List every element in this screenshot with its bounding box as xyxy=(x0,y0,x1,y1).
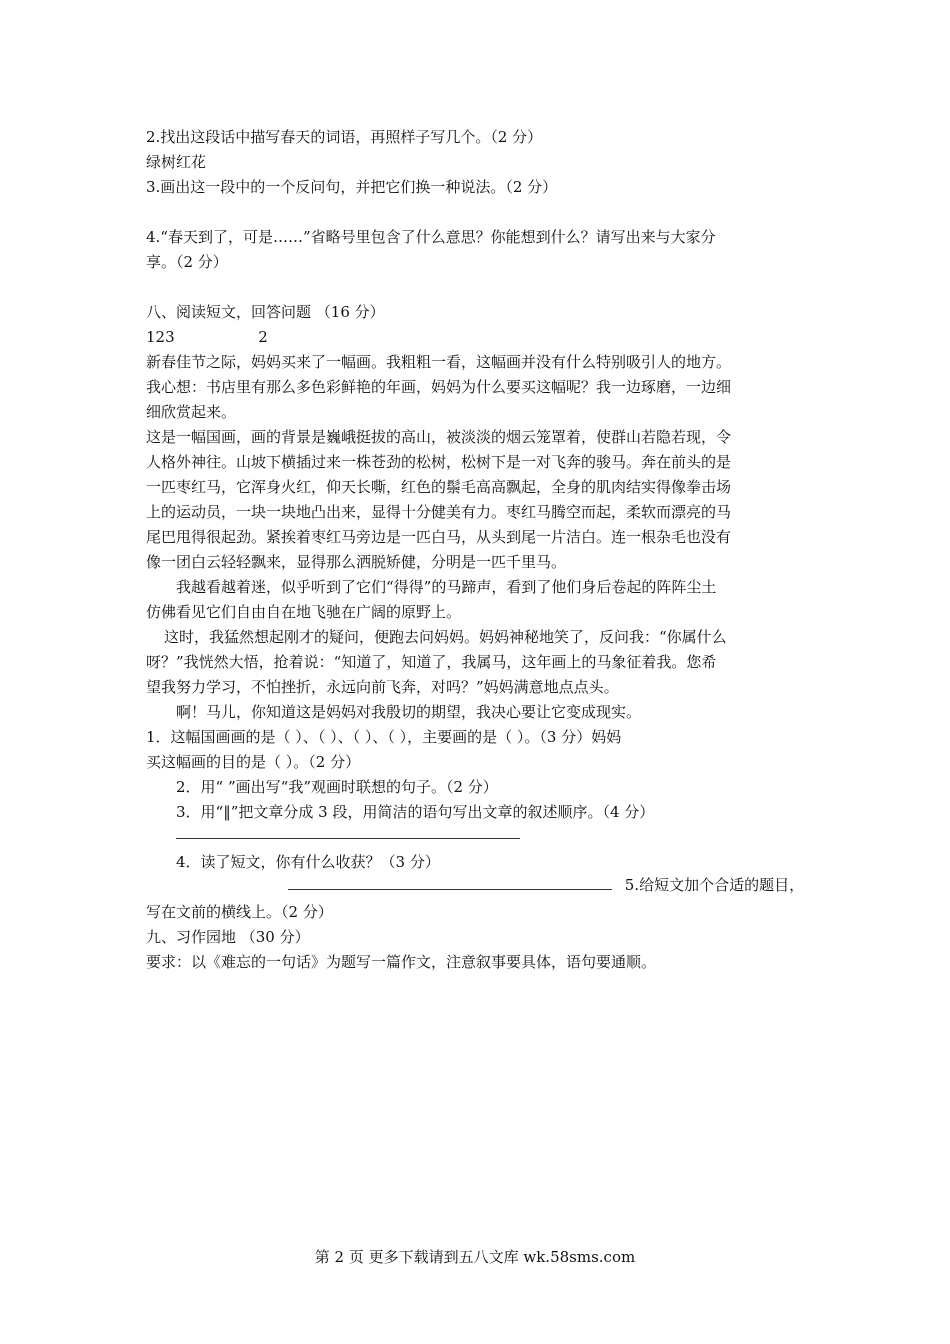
passage-p3-line2: 仿佛看见它们自由自在地飞驰在广阔的原野上。 xyxy=(146,603,462,621)
passage-p4-line3: 望我努力学习，不怕挫折，永远向前飞奔，对吗？”妈妈满意地点点头。 xyxy=(146,678,619,696)
sec8-question-3: 3．用“‖”把文章分成 3 段，用简洁的语句写出文章的叙述顺序。（4 分） xyxy=(176,803,655,821)
sec8-question-1-line2: 买这幅画的目的是（ ）。（2 分） xyxy=(146,753,361,771)
passage-p1-line2: 我心想：书店里有那么多色彩鲜艳的年画，妈妈为什么要买这幅呢？我一边琢磨，一边细 xyxy=(146,378,732,396)
passage-p1-line3: 细欣赏起来。 xyxy=(146,403,237,421)
passage-p2-line1: 这是一幅国画，画的背景是巍峨挺拔的高山，被淡淡的烟云笼罩着，使群山若隐若现，令 xyxy=(146,428,732,446)
passage-p4-line1: 这时，我猛然想起刚才的疑问，便跑去问妈妈。妈妈神秘地笑了，反问我：“你属什么 xyxy=(164,628,727,646)
passage-p2-line2: 人格外神往。山坡下横插过来一株苍劲的松树，松树下是一对飞奔的骏马。奔在前头的是 xyxy=(146,453,732,471)
paragraph-marks xyxy=(146,325,818,349)
sec7-question-3: 3.画出这一段中的一个反问句，并把它们换一种说法。（2 分） xyxy=(146,178,558,196)
answer-blank-line xyxy=(176,824,520,839)
passage-p2-line5: 尾巴甩得很起劲。紧挨着枣红马旁边是一匹白马，从头到尾一片洁白。连一根杂毛也没有 xyxy=(146,528,732,546)
passage-p2-line3: 一匹枣红马，它浑身火红，仰天长嘶，红色的鬃毛高高飘起，全身的肌肉结实得像拳击场 xyxy=(146,478,732,496)
sec8-question-1-line1: 1．这幅国画画的是（ ）、（ ）、（ ）、（ ），主要画的是（ ）。（3 分）妈妈 xyxy=(146,728,622,746)
sec8-question-5-text: 5.给短文加个合适的题目， xyxy=(624,876,805,894)
passage-p5: 啊！马儿，你知道这是妈妈对我殷切的期望，我决心要让它变成现实。 xyxy=(176,703,642,721)
section-8-title: 八、阅读短文，回答问题 （16 分） xyxy=(146,303,385,321)
passage-p4-line2: 呀？”我恍然大悟，抢着说：“知道了，知道了，我属马，这年画上的马象征着我。您希 xyxy=(146,653,717,671)
passage-p2-line4: 上的运动员，一块一块地凸出来，显得十分健美有力。枣红马腾空而起，柔软而漂亮的马 xyxy=(146,503,732,521)
sec7-question-4-line2: 享。（2 分） xyxy=(146,253,228,271)
section-9-requirement: 要求：以《难忘的一句话》为题写一篇作文，注意叙事要具体，语句要通顺。 xyxy=(146,953,657,971)
marks-right: 2 xyxy=(258,328,268,346)
sec8-question-3-answer-line xyxy=(176,822,818,846)
sec7-question-2: 2.找出这段话中描写春天的词语，再照样子写几个。（2 分） xyxy=(146,128,543,146)
sec8-question-2: 2．用“ ”画出写“我”观画时联想的句子。（2 分） xyxy=(176,778,498,796)
marks-left: 123 xyxy=(146,328,175,346)
sec7-question-4-line1: 4.“春天到了，可是……”省略号里包含了什么意思？你能想到什么？请写出来与大家分 xyxy=(146,228,716,246)
passage-p1-line1: 新春佳节之际，妈妈买来了一幅画。我粗粗一看，这幅画并没有什么特别吸引人的地方。 xyxy=(146,353,732,371)
sec8-question-5-line2: 写在文前的横线上。（2 分） xyxy=(146,903,333,921)
passage-p3-line1: 我越看越着迷，似乎听到了它们“得得”的马蹄声，看到了他们身后卷起的阵阵尘土 xyxy=(176,578,717,596)
page-footer: 第 2 页 更多下载请到五八文库 wk.58sms.com xyxy=(314,1248,636,1266)
title-blank-line xyxy=(288,875,612,890)
sec8-question-5-line1 xyxy=(146,873,818,897)
passage-p2-line6: 像一团白云轻轻飘来，显得那么洒脱矫健，分明是一匹千里马。 xyxy=(146,553,567,571)
sec8-question-4: 4．读了短文，你有什么收获？（3 分） xyxy=(176,853,440,871)
sec7-question-2-example: 绿树红花 xyxy=(146,153,207,171)
section-9-title: 九、习作园地 （30 分） xyxy=(146,928,310,946)
